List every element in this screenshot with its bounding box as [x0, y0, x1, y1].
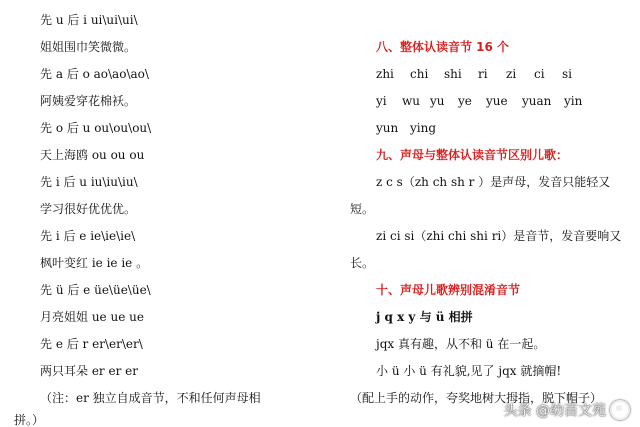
syllable: ye [458, 94, 472, 108]
left-line-11: 先 ü 后 e üe\üe\üe\ [40, 283, 151, 297]
paragraph-10-2: 小 ü 小 ü 有礼貌,见了 jqx 就摘帽! [376, 364, 562, 378]
paragraph-9-2a: zi ci si（zhi chi shi ri）是音节，发音要响又 [376, 229, 622, 243]
syllable: yuan [522, 94, 552, 108]
watermark [504, 400, 630, 420]
syllable-row-2 [376, 94, 590, 108]
syllable: yin [564, 94, 583, 108]
watermark-text: 头条 @幼苗文苑 [503, 403, 606, 419]
left-line-13: 先 e 后 r er\er\er\ [40, 337, 143, 351]
syllable: yun [376, 121, 399, 135]
left-line-4: 阿姨爱穿花棉袄。 [40, 94, 137, 108]
syllable: ying [410, 121, 437, 135]
paragraph-10-1: jqx 真有趣，从不和 ü 在一起。 [376, 337, 546, 351]
subheading-10: j q x y 与 ü 相拼 [376, 310, 473, 324]
syllable: wu [402, 94, 420, 108]
heading-section-8: 八、整体认读音节 16 个 [376, 40, 510, 54]
left-line-5: 先 o 后 u ou\ou\ou\ [40, 121, 152, 135]
syllable: zhi [376, 67, 394, 81]
syllable: yu [430, 94, 445, 108]
left-line-8: 学习很好优优优。 [40, 202, 137, 216]
left-line-12: 月亮姐姐 ue ue ue [40, 310, 144, 324]
left-line-1: 先 u 后 i ui\ui\ui\ [40, 13, 138, 27]
left-line-10: 枫叶变红 ie ie ie 。 [40, 256, 149, 270]
syllable: si [562, 67, 572, 81]
paragraph-9-1b: 短。 [350, 202, 375, 216]
left-line-16: 拼。） [14, 413, 45, 427]
paragraph-10-3: （配上手的动作，夸奖地树大拇指，脱下帽子） [350, 391, 603, 405]
left-line-9: 先 i 后 e ie\ie\ie\ [40, 229, 136, 243]
heading-section-10: 十、声母儿歌辨别混淆音节 [376, 283, 521, 297]
syllable-row-1 [376, 67, 582, 81]
syllable-row-3 [376, 121, 444, 135]
left-line-14: 两只耳朵 er er er [40, 364, 138, 378]
left-line-3: 先 a 后 o ao\ao\ao\ [40, 67, 149, 81]
syllable: zi [506, 67, 517, 81]
heading-section-9: 九、声母与整体认读音节区别儿歌： [376, 148, 569, 162]
paragraph-9-2b: 长。 [350, 256, 375, 270]
syllable: chi [410, 67, 429, 81]
syllable: ci [534, 67, 545, 81]
left-line-7: 先 i 后 u iu\iu\iu\ [40, 175, 138, 189]
syllable: yue [486, 94, 508, 108]
syllable: shi [444, 67, 462, 81]
syllable: yi [376, 94, 387, 108]
left-line-15: （注：er 独立自成音节，不和任何声母相 [40, 391, 261, 405]
watermark-logo-icon [610, 400, 630, 420]
left-line-2: 姐姐围巾笑微微。 [40, 40, 137, 54]
syllable: ri [478, 67, 488, 81]
paragraph-9-1a: z c s（zh ch sh r ）是声母，发音只能轻又 [376, 175, 611, 189]
left-line-6: 天上海鸥 ou ou ou [40, 148, 145, 162]
